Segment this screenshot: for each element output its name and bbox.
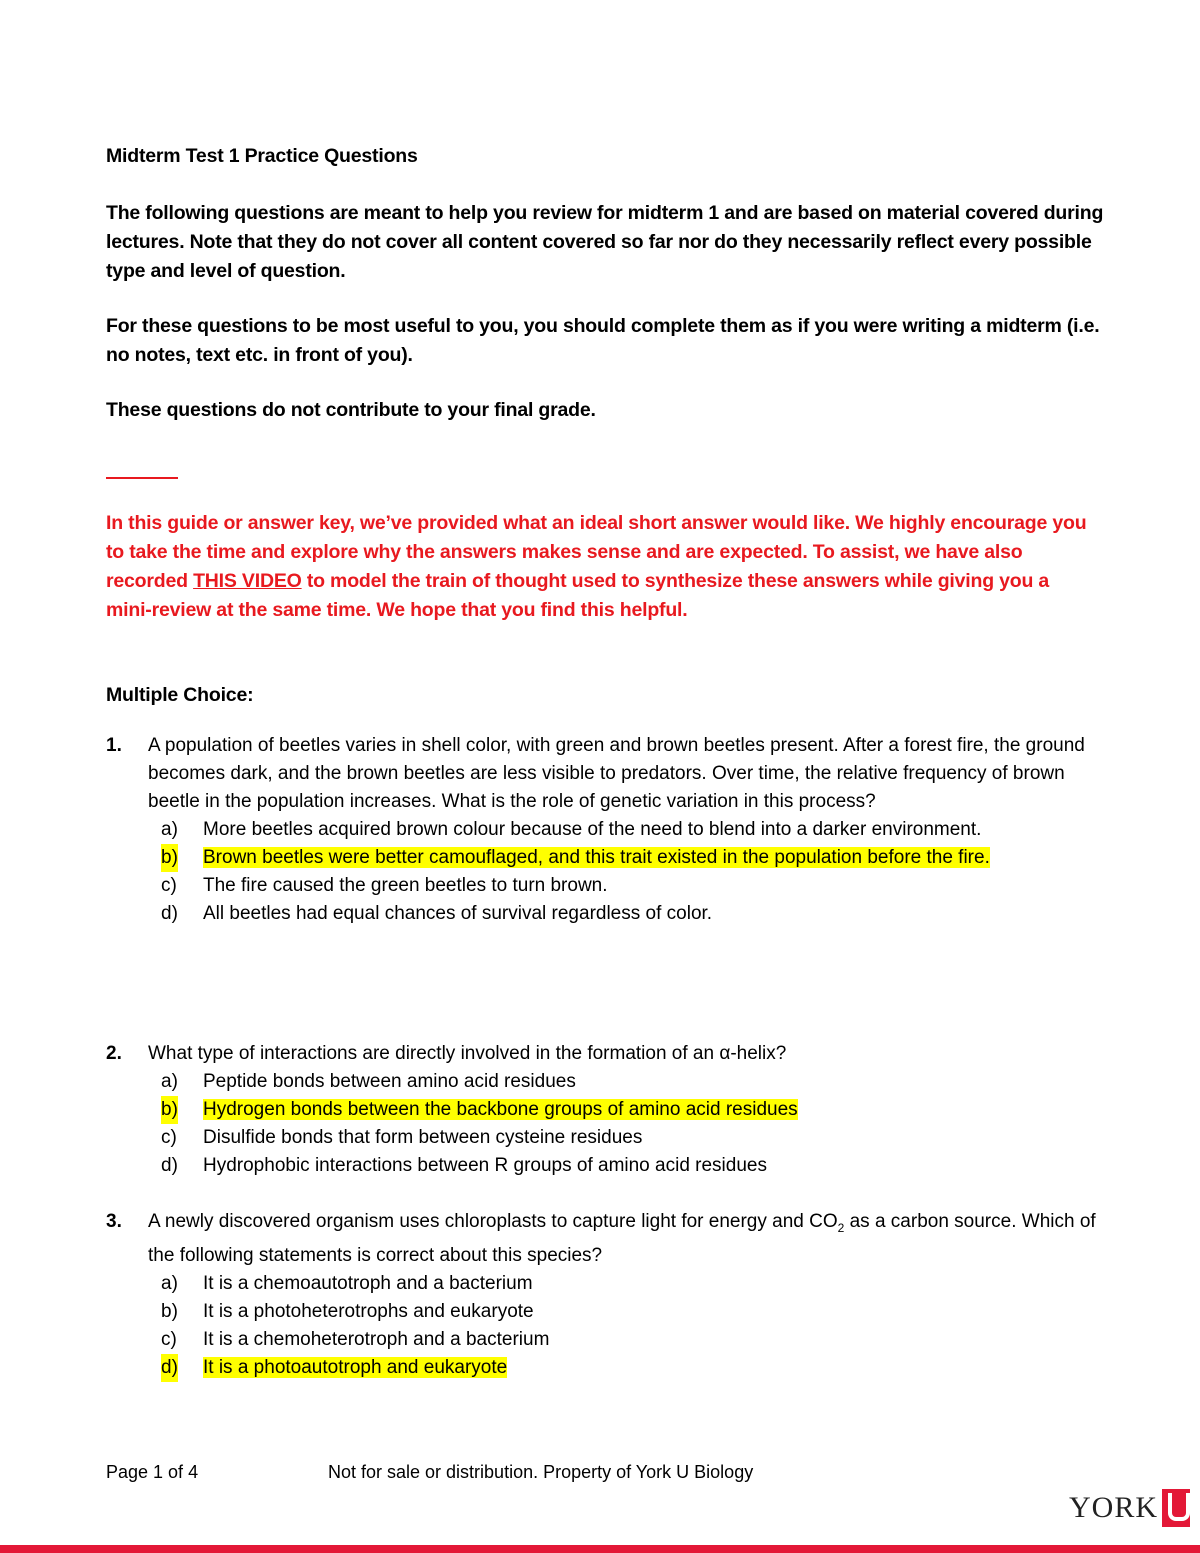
question-stem: [148, 1208, 1106, 1270]
option-text: All beetles had equal chances of survival regardless of color.: [203, 903, 713, 924]
option-a[interactable]: [161, 1270, 1106, 1298]
stem-text: A newly discovered organism uses chloroplasts to capture light for energy and CO: [148, 1211, 838, 1232]
page-number: Page 1 of 4: [106, 1462, 199, 1482]
york-u-logo: [1069, 1488, 1190, 1528]
stem-text: -helix?: [730, 1043, 787, 1064]
alpha-symbol: α: [719, 1043, 731, 1064]
note-text-1: In this guide or answer key, we’ve provided what an ideal short answer would like. We highly encourage you to take the time and explore why the answers makes sense and are expected. To assist, we have also recorded: [106, 512, 1087, 592]
question-3: [106, 1208, 1106, 1382]
option-b-correct[interactable]: [161, 1096, 1106, 1124]
option-text-highlighted: It is a photoautotroph and eukaryote: [203, 1356, 508, 1378]
stem-text: What type of interactions are directly involved in the formation of an: [148, 1043, 720, 1064]
option-c[interactable]: [161, 1326, 1106, 1354]
option-label: a): [161, 1071, 178, 1092]
option-label: b): [161, 844, 178, 872]
option-text-highlighted: Hydrogen bonds between the backbone groups of amino acid residues: [203, 1099, 798, 1120]
question-2: [106, 1040, 1106, 1180]
intro-paragraph-2: For these questions to be most useful to you, you should complete them as if you were writing a midterm (i.e. no notes, text etc. in front of you).: [106, 315, 1100, 366]
york-u-mark-icon: [1162, 1489, 1190, 1527]
option-b[interactable]: [161, 1298, 1106, 1326]
option-text: Disulfide bonds that form between cysteine residues: [203, 1127, 643, 1148]
red-divider: [106, 477, 178, 479]
subscript: 2: [837, 1220, 845, 1235]
option-label: b): [161, 1096, 178, 1124]
option-d[interactable]: [161, 1152, 1106, 1180]
option-text: It is a photoheterotrophs and eukaryote: [203, 1300, 534, 1322]
footer-notice: Not for sale or distribution. Property of York U Biology: [328, 1462, 754, 1482]
video-link[interactable]: THIS VIDEO: [193, 570, 302, 592]
question-stem: [148, 1040, 1106, 1068]
option-text: It is a chemoautotroph and a bacterium: [203, 1272, 533, 1294]
intro-paragraph-3: These questions do not contribute to your final grade.: [106, 399, 596, 421]
option-label: d): [161, 1155, 178, 1176]
option-text: The fire caused the green beetles to turn brown.: [203, 875, 608, 896]
option-a[interactable]: [161, 816, 1106, 844]
question-number: 2.: [106, 1043, 122, 1064]
note-text-2: to model the train of thought used to synthesize these answers while giving you a mini-review at the same time. We hope that you find this helpful.: [106, 570, 1050, 621]
option-label: a): [161, 1272, 178, 1294]
option-label: c): [161, 1328, 177, 1350]
answer-key-note: [106, 509, 1096, 625]
option-label: d): [161, 903, 178, 924]
option-label: d): [161, 1354, 178, 1382]
section-heading: Multiple Choice:: [106, 684, 254, 706]
option-text: Peptide bonds between amino acid residues: [203, 1071, 576, 1092]
option-b-correct[interactable]: [161, 844, 1106, 872]
option-d[interactable]: [161, 900, 1106, 928]
question-number: 1.: [106, 735, 122, 756]
option-label: b): [161, 1300, 178, 1322]
question-stem: A population of beetles varies in shell color, with green and brown beetles present. After a forest fire, the ground becomes dark, and the brown beetles are less visible to predators. Over time, the relative frequency of brown beetle in the population increases. What is the role of genetic variation in this process?: [148, 735, 1085, 812]
option-c[interactable]: [161, 1124, 1106, 1152]
question-number: 3.: [106, 1211, 122, 1232]
option-text: It is a chemoheterotroph and a bacterium: [203, 1328, 550, 1350]
option-a[interactable]: [161, 1068, 1106, 1096]
logo-text: YORK: [1068, 1491, 1158, 1524]
option-label: a): [161, 819, 178, 840]
option-text-highlighted: Brown beetles were better camouflaged, and this trait existed in the population before the fire.: [203, 847, 990, 868]
option-d-correct[interactable]: [161, 1354, 1106, 1382]
bottom-brand-bar: [0, 1545, 1200, 1553]
option-text: Hydrophobic interactions between R groups of amino acid residues: [203, 1155, 767, 1176]
option-text: More beetles acquired brown colour because of the need to blend into a darker environment.: [203, 819, 982, 840]
document-title: Midterm Test 1 Practice Questions: [106, 145, 418, 167]
option-c[interactable]: [161, 872, 1106, 900]
option-label: c): [161, 1127, 177, 1148]
intro-paragraph-1: The following questions are meant to help you review for midterm 1 and are based on material covered during lectures. Note that they do not cover all content covered so far nor do they necessarily reflect every possible type and level of question.: [106, 202, 1104, 282]
stem-text: as a carbon source. Which of the following statements is correct about this species?: [148, 1211, 1096, 1266]
option-label: c): [161, 875, 177, 896]
question-1: [106, 732, 1106, 928]
